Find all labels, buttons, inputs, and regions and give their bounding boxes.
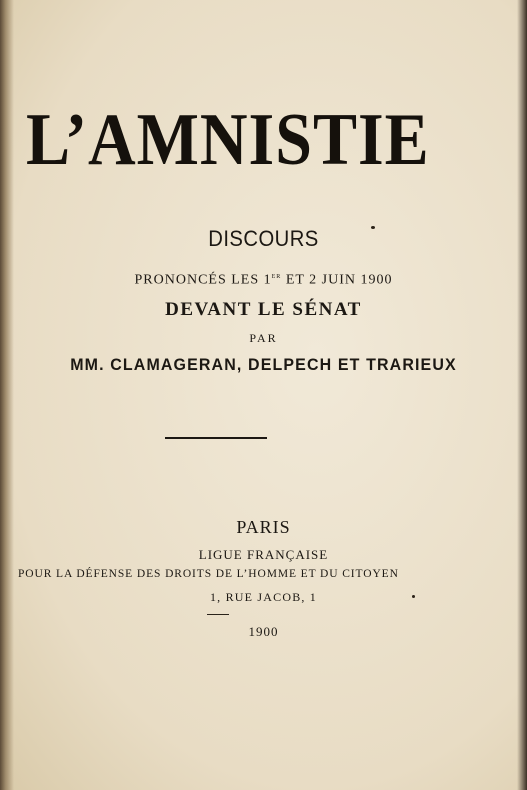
authors-line: MM. CLAMAGERAN, DELPECH ET TRARIEUX xyxy=(70,355,457,374)
imprint-publisher-full: POUR LA DÉFENSE DES DROITS DE L’HOMME ET DU CITOYEN xyxy=(18,568,399,580)
small-divider-rule xyxy=(207,614,229,615)
par-line: PAR xyxy=(249,331,278,345)
divider-rule xyxy=(165,437,267,439)
imprint-address: 1, RUE JACOB, 1 xyxy=(209,590,317,604)
pronounced-text: PRONONCÉS LES 1 xyxy=(134,272,272,288)
pronounced-date: ET 2 JUIN 1900 xyxy=(281,272,393,288)
ink-speck xyxy=(371,226,375,229)
ordinal-suffix: er xyxy=(271,270,282,280)
pronounced-date-line xyxy=(0,270,527,289)
venue-line: DEVANT LE SÉNAT xyxy=(165,299,362,320)
imprint-year: 1900 xyxy=(248,624,279,639)
book-title: L’AMNISTIE xyxy=(26,99,430,181)
page-edge xyxy=(517,0,527,790)
book-subtitle: DISCOURS xyxy=(208,226,319,251)
imprint-publisher: LIGUE FRANÇAISE xyxy=(198,547,329,562)
ink-speck xyxy=(412,595,415,598)
binding-shadow xyxy=(0,0,14,790)
imprint-city: PARIS xyxy=(236,517,291,537)
